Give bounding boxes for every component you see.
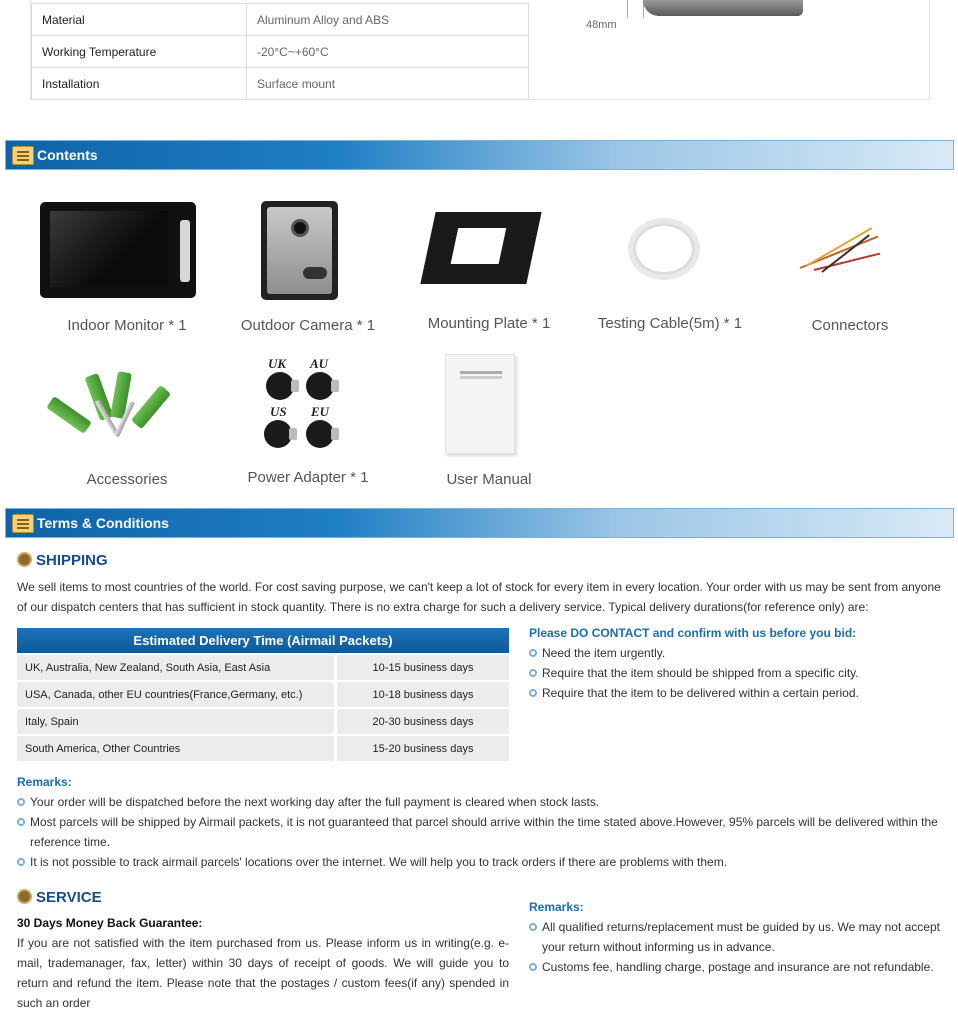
spec-key: Material	[32, 4, 247, 36]
outdoor-camera-image	[261, 201, 338, 300]
section-title: Contents	[37, 147, 98, 163]
indoor-monitor-image	[40, 202, 196, 298]
item-caption: Indoor Monitor * 1	[67, 317, 187, 334]
guarantee-text: If you are not satisfied with the item purchased from us. Please inform us in writing(e.g. e-mail, trademanager, fax, letter) within 30 days of receipt of goods. We will guide you to return and refund the item. Please note that the postages / custom fees(if any) spended in such an order	[17, 936, 509, 1010]
service-icon	[17, 889, 32, 904]
monitor-buttons	[180, 220, 190, 282]
folder-icon	[12, 146, 34, 165]
list-item: Require that the item should be shipped from a specific city.	[529, 663, 949, 683]
list-item: It is not possible to track airmail parcels' locations over the internet. We will help you to track orders if there are problems with them.	[17, 852, 947, 872]
dimension-label: 48mm	[586, 19, 617, 31]
service-heading-text: SERVICE	[36, 889, 102, 906]
spec-value: Surface mount	[247, 68, 529, 100]
monitor-screen	[50, 211, 168, 287]
dimension-line	[627, 0, 628, 18]
contact-heading: Please DO CONTACT and confirm with us before you bid:	[529, 626, 857, 640]
spec-row	[32, 36, 529, 68]
item-caption: Accessories	[86, 471, 168, 488]
days-cell: 20-30 business days	[334, 707, 509, 734]
region-cell: Italy, Spain	[17, 707, 334, 734]
region-cell: UK, Australia, New Zealand, South Asia, East Asia	[17, 653, 334, 680]
camera-lens	[291, 219, 309, 237]
shipping-heading-text: SHIPPING	[36, 552, 108, 569]
connectors-image	[796, 225, 886, 273]
power-adapter-image	[266, 372, 294, 400]
call-button	[303, 267, 327, 279]
region-cell: USA, Canada, other EU countries(France,Germany, etc.)	[17, 680, 334, 707]
item-caption: Mounting Plate * 1	[427, 315, 551, 332]
shipping-remarks-list	[17, 792, 947, 872]
spec-panel	[30, 0, 930, 100]
bullet-icon	[17, 818, 25, 826]
section-title: Terms & Conditions	[37, 515, 169, 531]
manual-title-lines	[460, 371, 502, 374]
plate-cutout	[451, 228, 507, 264]
shipping-heading	[17, 552, 108, 569]
list-item: Your order will be dispatched before the next working day after the full payment is cleared when stock lasts.	[17, 792, 947, 812]
adapter-type-label: EU	[311, 404, 330, 419]
item-caption: User Manual	[446, 471, 532, 488]
bullet-icon	[529, 689, 537, 697]
device-side-image	[643, 0, 803, 16]
power-adapter-image	[264, 420, 292, 448]
contents-section-bar	[5, 140, 954, 170]
contact-list	[529, 643, 949, 703]
terms-section-bar	[5, 508, 954, 538]
bullet-icon	[17, 858, 25, 866]
item-caption: Power Adapter * 1	[247, 469, 369, 486]
item-caption: Connectors	[811, 317, 889, 334]
guarantee-title: 30 Days Money Back Guarantee:	[17, 916, 203, 930]
spec-row	[32, 4, 529, 36]
table-header: Estimated Delivery Time (Airmail Packets)	[17, 628, 509, 653]
days-cell: 15-20 business days	[334, 734, 509, 761]
spec-key: Working Temperature	[32, 36, 247, 68]
list-item: Customs fee, handling charge, postage and insurance are not refundable.	[529, 957, 947, 977]
list-item: Need the item urgently.	[529, 643, 949, 663]
shipping-intro: We sell items to most countries of the world. For cost saving purpose, we can't keep a lot of stock for every item in every location. Your order with us may be sent from anyone of our dispatch centers that has sufficient in stock quantity. There is no extra charge for such a delivery service. Typical delivery durations(for reference only) are:	[17, 580, 941, 614]
spec-value: Aluminum Alloy and ABS	[247, 4, 529, 36]
document-icon	[12, 514, 34, 533]
spec-value: -20°C~+60°C	[247, 36, 529, 68]
power-adapter-image	[306, 372, 334, 400]
shipping-remarks-heading: Remarks:	[17, 775, 72, 789]
days-cell: 10-15 business days	[334, 653, 509, 680]
mounting-plate-image	[420, 212, 541, 284]
table-row	[17, 734, 509, 761]
spec-row	[32, 68, 529, 100]
table-row	[17, 653, 509, 680]
wall-anchor	[131, 385, 171, 429]
airplane-icon	[17, 552, 32, 567]
list-item: All qualified returns/replacement must be guided by us. We may not accept your return without informing us in advance.	[529, 917, 947, 957]
testing-cable-image	[628, 218, 700, 280]
bullet-icon	[529, 649, 537, 657]
delivery-time-table	[17, 628, 509, 761]
table-row	[17, 707, 509, 734]
bullet-icon	[529, 669, 537, 677]
user-manual-image	[445, 354, 515, 454]
wall-anchor	[85, 373, 114, 421]
bullet-icon	[529, 963, 537, 971]
spec-table	[31, 3, 529, 100]
camera-face	[267, 207, 332, 294]
item-caption: Outdoor Camera * 1	[240, 317, 376, 334]
table-header-row	[17, 628, 509, 653]
accessories-image	[62, 368, 172, 440]
list-item: Require that the item to be delivered within a certain period.	[529, 683, 949, 703]
days-cell: 10-18 business days	[334, 680, 509, 707]
wire	[806, 227, 873, 267]
region-cell: South America, Other Countries	[17, 734, 334, 761]
adapter-type-label: AU	[310, 356, 329, 371]
spec-key: Installation	[32, 68, 247, 100]
power-adapter-image	[306, 420, 334, 448]
bullet-icon	[529, 923, 537, 931]
adapter-type-label: US	[270, 404, 287, 419]
adapter-type-label: UK	[268, 356, 287, 371]
item-caption: Testing Cable(5m) * 1	[597, 315, 743, 332]
service-heading	[17, 889, 102, 906]
list-item: Most parcels will be shipped by Airmail packets, it is not guaranteed that parcel should arrive within the time stated above.However, 95% parcels will be delivered within the reference time.	[17, 812, 947, 852]
service-remarks-heading: Remarks:	[529, 900, 584, 914]
bullet-icon	[17, 798, 25, 806]
table-row	[17, 680, 509, 707]
wall-anchor	[46, 396, 92, 434]
service-remarks-list	[529, 917, 947, 977]
